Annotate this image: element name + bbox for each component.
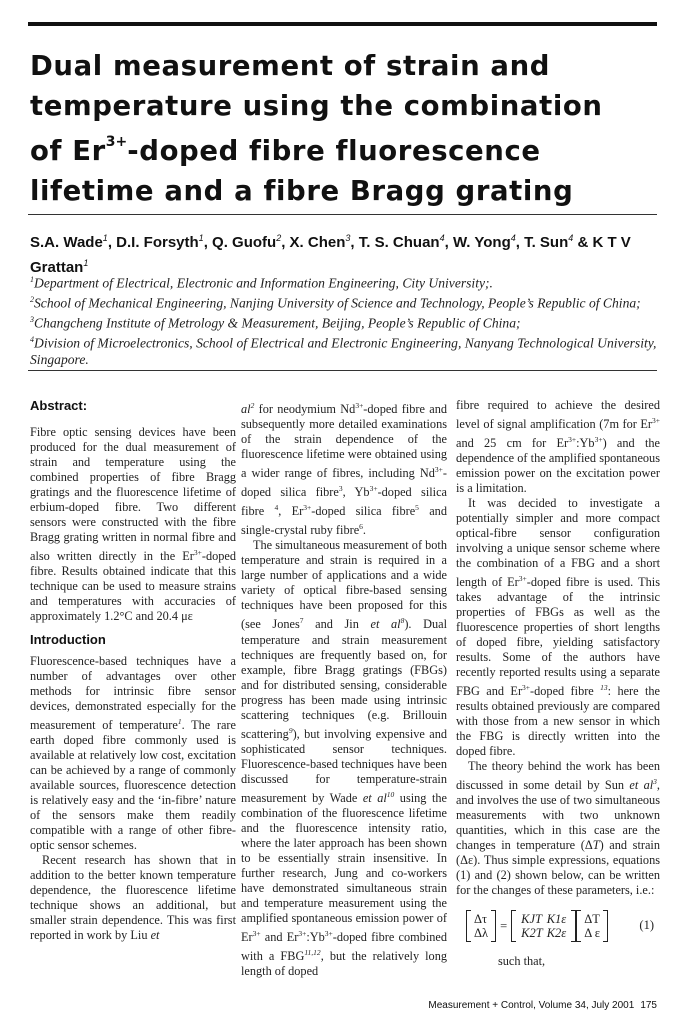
- intro-paragraph-1: Fluorescence-based techniques have a number of advantages over other methods for intrinsic fibre sensor devices, demonstrated especially for the measurement of temperature$^1$. The rare earth doped fibre commonly used is available at relatively low cost, excitation can be achieved by a range of commonly available sources, fluorescence detection is relatively easy and the ‘in-fibre’ nature of the sensors make them readily compatible with a range of other fibre-optic sensor schemes.: [30, 654, 236, 853]
- author-name: T. S. Chuan$^4$,: [358, 233, 453, 251]
- intro-paragraph-2: Recent research has shown that in addition to the better known temperature dependence, the fluorescence lifetime technique shows an additional, but smaller strain dependence. This was first reported in work by Liu et: [30, 853, 236, 943]
- abstract-heading: Abstract:: [30, 398, 88, 413]
- paper-title: [30, 46, 660, 211]
- col3-paragraph-2: It was decided to investigate a potentially simpler and more compact optical-fibre sensor configuration involving a unique sensor scheme where the combination of a FBG and a short length of $Er^{3+}$-doped fibre is used. This takes advantage of the intrinsic properties of FBGs as well as the fluorescence properties of short lengths of doped fibre, yielding satisfactory results. Some of the authors have recently reported results using a separate FBG and $Er^{3+}$-doped fibre $^{13}$: here the results obtained previously are compared with those from a new sensor in which the FBG is directly written into the doped fibre.: [456, 496, 661, 759]
- eq-rhs-vector: ΔT Δ ε: [584, 912, 600, 941]
- page-footer: [428, 1000, 657, 1011]
- col3-paragraph-3: The theory behind the work has been discussed in some detail by Sun et $al^3$, and involves the use of two simultaneous measurements with two unknown quantities, which in this case are the changes in temperature (ΔT) and strain (Δε). Thus simple expressions, equations (1) and (2) shown below, can be written for the changes of these parameters, i.e.:: [456, 759, 660, 898]
- top-rule: [28, 22, 657, 26]
- abstract-text: Fibre optic sensing devices have been produced for the dual measurement of strain and temperature using the combined properties of fibre Bragg gratings and the fluorescence lifetime of erbium-doped fibre. Two different sensors were constructed with the fibre Bragg grating written in normal fibre and also written directly in the $Er^{3+}$-doped fibre. Results obtained indicate that this technique can be used to measure strains and temperatures with accuracies of approximately 1.2°C and 20.4 με: [30, 425, 236, 624]
- author-name: S.A. Wade$^1$,: [30, 233, 117, 251]
- introduction-heading: Introduction: [30, 632, 106, 648]
- journal-info: Measurement + Control, Volume 34, July 2001: [428, 1000, 635, 1011]
- col2-paragraph-2: The simultaneous measurement of both temperature and strain is required in a large number of applications and a wide variety of optical fibre-based sensing techniques have been proposed for this (see Jones$^7$ and Jin et $al^8$). Dual temperature and strain measurement techniques are frequently based on, for example, fibre Bragg gratings (FBGs) and for distributed sensing, considerable progress has been made using intrinsic scattering techniques (e.g. Brillouin scattering$^9$), but involving expensive and sophisticated sensor techniques. Fluorescence-based techniques have been discussed for temperature-strain measurement by Wade et $al^{10}$ using the combination of the fluorescence lifetime and the fluorescence intensity ratio, where the later approach has been shown to be essentially strain insensitive. In further research, Jung and co-workers have demonstrated simultaneous strain and temperature measurement using the amplified spontaneous emission power of $Er^{3+}$ and $Er^{3+}:Yb^{3+}$-doped fibre combined with a FBG$^{11,12}$, but the relatively long length of doped: [241, 538, 448, 978]
- author-name: X. Chen$^3$,: [289, 233, 359, 251]
- col2-paragraph-1: $al^2$ for neodymium $Nd^{3+}$-doped fibre and subsequently more detailed examinations of the strain dependence of the fluorescence lifetime were obtained using a wider range of fibres, including $Nd^{3+}$-doped silica fibre$^3$, $Yb^{3+}$-doped silica fibre $^4$, $Er^{3+}$-doped silica fibre$^5$ and single-crystal ruby fibre$^6$.: [241, 401, 447, 538]
- column-2: [241, 398, 447, 979]
- col3-paragraph-1: fibre required to achieve the desired level of signal amplification (7m for $Er^{3+}$ and 25 cm for $Er^{3+}:Yb^{3+}$) and the dependence of the amplified spontaneous emission power on the excitation power is a limitation.: [456, 398, 660, 496]
- title-line-2: temperature using the combination: [30, 90, 603, 122]
- author-name: Q. Guofu$^2$,: [212, 233, 290, 251]
- column-3: [456, 398, 660, 969]
- affiliation: $^2$School of Mechanical Engineering, Nanjing University of Science and Technology, People’s Republic of China;: [30, 295, 641, 311]
- title-line-3: of $Er^{3+}$-doped fibre fluorescence: [30, 134, 541, 168]
- affiliation: $^3$Changcheng Institute of Metrology & Measurement, Beijing, People’s Republic of China;: [30, 315, 521, 331]
- equation-number: (1): [639, 918, 654, 933]
- author-name: K T V Grattan$^1$: [30, 234, 631, 276]
- affiliations: [30, 272, 660, 369]
- affiliation: $^4$Division of Microelectronics, School of Electrical and Electronic Engineering, Nanyang Technological University, Singapore.: [30, 335, 657, 368]
- author-name: D.I. Forsyth$^1$,: [116, 233, 213, 251]
- column-1: [30, 398, 236, 943]
- author-name: W. Yong$^4$,: [452, 233, 525, 251]
- eq-k-matrix: KJT K2T K1ε K2ε: [521, 912, 567, 941]
- equation-1: [456, 908, 660, 948]
- author-name: T. Sun$^4$ &: [524, 233, 593, 251]
- author-list: [30, 228, 660, 278]
- title-line-4: lifetime and a fibre Bragg grating: [30, 175, 574, 208]
- eq-lhs-vector: Δτ Δλ: [474, 912, 489, 941]
- page-number: 175: [640, 1000, 657, 1011]
- header-divider: [28, 370, 657, 371]
- eq-equals: =: [500, 918, 508, 933]
- after-equation-text: such that,: [498, 954, 546, 969]
- title-divider: [28, 214, 657, 215]
- affiliation: $^1$Department of Electrical, Electronic and Information Engineering, City University;.: [30, 275, 493, 291]
- title-line-1: Dual measurement of strain and: [30, 50, 551, 82]
